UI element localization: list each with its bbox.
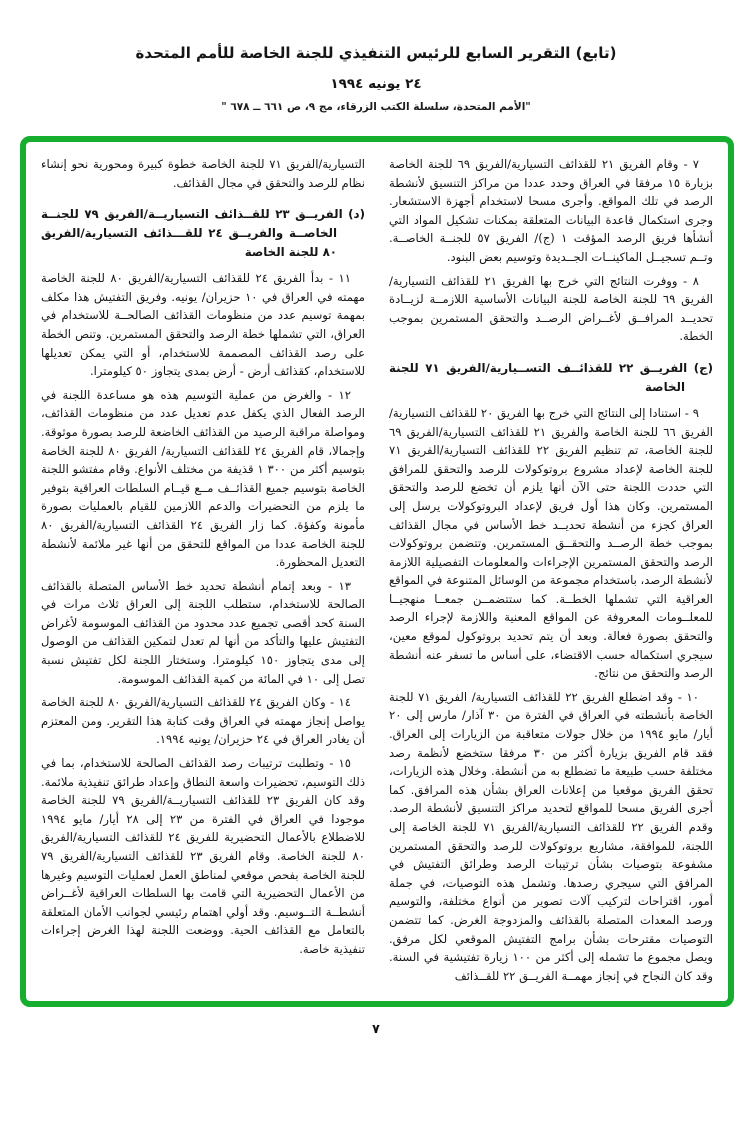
page-number: ٧ <box>372 1021 380 1036</box>
paragraph-11: ١١ - بدأ الفريق ٢٤ للقذائف التسيارية/الفريق ٨٠ للجنة الخاصة مهمته في العراق في ١٠ حزيران/ يونيه. وفريق التفتيش هذا مكلف بمهمة توسيم عدد من منظومات القذائف الصالحــة للاستخدام في العراق، التي تشملها خطة الرصد والتحقق المستمرين. وتنص الخطة على رصد القذائف المصممة للاستخدام، أو التي يمكن تعديلها للاستخدام، كقذائف أرض - أرض بمدى يتجاوز ٥٠ كيلومترا. <box>41 271 365 379</box>
two-column-layout <box>41 155 713 991</box>
paragraph-12: ١٢ - والغرض من عملية التوسيم هذه هو مساعدة اللجنة في الرصد الفعال الذي يكفل عدم تعديل عدد من منظومات القذائف، ومواصلة مراقبة الرصيد من القذائف الخاضعة للرصد بصورة موثوقة. وإجمالا، قام الفريق ٢٤ للقذائف التسيارية/ الفريق ٨٠ للجنة الخاصة بتوسيم أكثر من ٣٠٠ ١ قذيفة من مختلف الأنواع. وقام مفتشو اللجنة الخاصة بتوسيم جميع القذائــف مــع قيــام السلطات العراقية بتوفير ما يلزم من التحضيرات والدعم اللازمين للقيام بالعمليات بصورة مأمونة وكفؤة. كما زار الفريق ٢٤ القذائف التسيارية/الفريق ٨٠ للجنة الخاصة عددا من المواقع للتحقق من أنها غير ملائمة لأنشطة التعديل المحظورة. <box>41 387 365 570</box>
paragraph-15: ١٥ - وتطلبت ترتيبات رصد القذائف الصالحة للاستخدام، بما في ذلك التوسيم، تحضيرات واسعة النطاق وإعداد طرائق تنفيذية ملائمة. وقد كان الفريق ٢٣ للقذائف التسياريــة/الفريق ٧٩ للجنة الخاصة موجودا في العراق في الفترة من ٢٣ إلى ٢٨ أيار/ مايو ١٩٩٤ للاضطلاع بالأعمال التحضيرية للفريق ٢٤ للقذائف التسيارية/الفريق ٨٠ للجنة الخاصة. وقام الفريق ٢٣ للقذائف التسيارية/الفريق ٧٩ للجنة الخاصة بفحص موقعي لمناطق العمل لعمليات التوسيم وغيرها من الأعمال التحضيرية التي قامت بها السلطات العراقية لأغــراض أنشطــة التــوسيم. وقد أولي اهتمام رئيسي لجوانب الأمان المتعلقة بالتعامل مع القذائف الحية. ووضعت اللجنة لهذا الغرض إجراءات تنفيذية خاصة. <box>41 756 365 956</box>
document-date: ٢٤ يونيه ١٩٩٤ <box>330 75 422 92</box>
paragraph-10: ١٠ - وقد اضطلع الفريق ٢٢ للقذائف التسيارية/ الفريق ٧١ للجنة الخاصة بأنشطته في العراق في الفترة من ٣٠ آذار/ مارس إلى ٢٠ أيار/ مايو ١٩٩٤ من خلال جولات متعاقبة من الزيارات إلى العراق. فقد قام الفريق بزيارة أكثر من ٣٠ مرفقا ستخضع لأنظمة رصد مختلفة حسب طبيعة ما تضطلع به من أنشطة. وخلال هذه الزيارات، تحقق الفريق موقعيا من إعلانات العراق بشأن هذه المرافق. كما أجرى الفريق مسحا للمواقع لتحديد مراكز التنسيق لأنشطة الرصد. وقدم الفريق ٢٢ للقذائف التسيارية/الفريق ٧١ للجنة الخاصة إلى اللجنة، للموافقة، مشاريع بروتوكولات للرصد والتحقق المستمرين مشفوعة بتوصيات بشأن ترتيبات الرصد وطرائق التفتيش في المرافق التي سيجري رصدها. وتشمل هذه التوصيات، في جملة أمور، اقتراحات لتركيب آلات تصوير من أنواع مختلفة، والتوسيم ورصد المعدات المتصلة بالقذائف والمزدوجة الغرض. كما تتضمن التوصيات مقترحات بشأن برامج التفتيش الموقعي لكل مرفق. ويصل مجموع ما تشمله إلى أكثر من ١٠٠ زيارة تفتيشية في السنة. وقد كان النجاح في إنجاز مهمــة الفريــق ٢٢ للقــذائف <box>389 689 713 983</box>
document-source-note: "الأمم المتحدة، سلسلة الكتب الزرقاء، مج ٩، ص ٦٦١ ــ ٦٧٨ " <box>221 100 531 113</box>
paragraph-9: ٩ - استنادا إلى النتائج التي خرج بها الفريق ٢٠ للقذائف التسيارية/الفريق ٦٦ للجنة الخاصة والفريق ٢١ للقذائف التسيارية/الفريق ٦٩ للجنة الخاصة، تم تنظيم الفريق ٢٢ للقذائف التسيارية/الفريق ٧١ للجنة الخاصة لإعداد مشروع بروتوكولات للرصد والتحقق للمرافق التي حددت اللجنة حتى الآن أنها يلزم أن تخضع للرصد والتحقق المستمرين. وكان هذا أول فريق لإعداد البروتوكولات يرسل إلى العراق كجزء من أنشطة تحديــد خط الأساس في مجال القذائف بموجب خطة الرصــد والتحقــق المستمرين. وتتضمن بروتوكولات الرصد والتحقق المستمرين الإجراءات والمعلومات التفصيلية اللازمة لأنشطة الرصد، باستخدام مجموعة من الوسائل المتنوعة في المواقع العراقية التي تشملها الخطــة. كما ستتضمــن جمعــا منهجيــا للمعلــومات المعروفة عن المواقع المعنية واللازمة لإجراء الرصد والتحقق بصورة فعالة. وبعد أن يتم تحديد بروتوكول لموقع معين، سيجري استكماله حسب الاقتضاء، على أساس ما تسفر عنه أنشطة الرصد والتحقق من نتائج. <box>389 405 713 681</box>
document-title: (تابع) التقرير السابع للرئيس التنفيذي للجنة الخاصة للأمم المتحدة <box>135 44 617 62</box>
section-heading-dal: (د) الفريــق ٢٣ للقــذائف التسياريــة/الفريق ٧٩ للجنــة الخاصــة والفريــق ٢٤ للقـــذائف التسيارية/الفريق ٨٠ للجنة الخاصة <box>41 207 365 260</box>
paragraph-13: ١٣ - وبعد إتمام أنشطة تحديد خط الأساس المتصلة بالقذائف الصالحة للاستخدام، ستطلب اللجنة إلى العراق ثلاث مرات في السنة كحد أقصى تجميع عدد محدود من القذائف الموسومة لأغراض التفتيش عليها والتأكد من أنها لم تعدل لتمكين القذائف من الوصول إلى مدى يتجاوز ١٥٠ كيلومترا. وستختار اللجنة لكل تفتيش نسبة تصل إلى ١٠ في المائة من كمية القذائف الموسومة. <box>41 578 365 686</box>
paragraph-14: ١٤ - وكان الفريق ٢٤ للقذائف التسيارية/الفريق ٨٠ للجنة الخاصة يواصل إنجاز مهمته في العراق وقت كتابة هذا التقرير. ومن المعتزم أن يغادر العراق في ٢٤ حزيران/ يونيه ١٩٩٤. <box>41 695 365 747</box>
document-header <box>0 44 752 113</box>
section-heading-jim: (ج) الفريــق ٢٢ للقذائــف التســيارية/الفريق ٧١ للجنة الخاصة <box>389 360 713 394</box>
paragraph-7: ٧ - وقام الفريق ٢١ للقذائف التسيارية/الفريق ٦٩ للجنة الخاصة بزيارة ١٥ مرفقا في العراق وحدد عددا من مراكز التنسيق لأنشطة الرصد في تلك المواقع. وأجرى مسحا لاستخدام أجهزة الاستشعار. وجرى استكمال قاعدة البيانات المتعلقة بمكنات تشكيل المواد التي أنشأها فريق الرصد المؤقت ١ (ج)/ الفريق ٥٧ للجنــة الخاصــة. وتــم تسجيــل الماكينــات الجــديدة وتوسيم بعض البنود. <box>389 157 713 264</box>
paragraph-8: ٨ - ووفرت النتائج التي خرج بها الفريق ٢١ للقذائف التسيارية/الفريق ٦٩ للجنة الخاصة للجنة البيانات الأساسية اللازمــة لزيــادة تحديــد المرافــق لأغــراض الرصــد والتحقق المستمرين بموجب الخطة. <box>389 273 713 344</box>
column-right <box>389 155 713 991</box>
column-left <box>41 155 365 991</box>
content-frame <box>20 136 734 1007</box>
paragraph-10-continuation: التسيارية/الفريق ٧١ للجنة الخاصة خطوة كبيرة ومحورية نحو إنشاء نظام للرصد والتحقق في مجال القذائف. <box>41 157 365 190</box>
